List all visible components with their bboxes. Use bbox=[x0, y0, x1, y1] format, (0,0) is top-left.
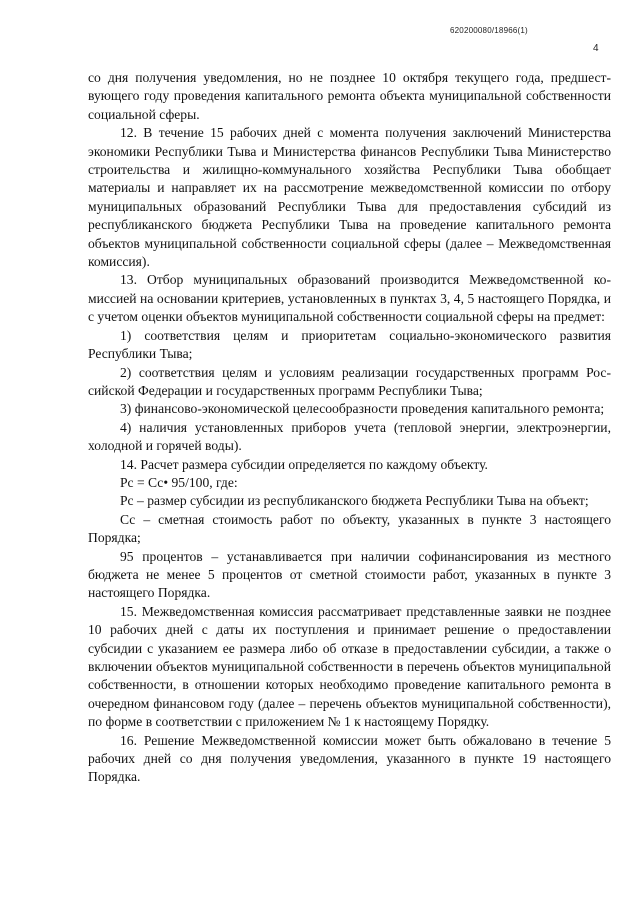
paragraph-12: 12. В течение 15 рабочих дней с момента получения заключений Министерства экономики Республики Тыва и Министерства финансов Республики Тыва Министерство строительства и жилищно-коммунального хозяйства Республики Тыва обобщает материалы и направляет их на рассмотрение межведомственной комиссии по отбору муниципальных образований Республики Тыва для предоставления субсидий из республиканского бюджета Республики Тыва на проведение капитального ремонта объектов муниципальной собственности социальной сферы (далее – Межведомственная комиссия). bbox=[88, 125, 611, 270]
list-item-4: 4) наличия установленных приборов учета (тепловой энергии, электроэнергии, холодной и горячей воды). bbox=[88, 419, 611, 454]
subsidy-formula: Рс = Сс• 95/100, где: bbox=[120, 474, 238, 490]
paragraph-13: 13. Отбор муниципальных образований производится Межведомственной комиссией на основании критериев, установленных в пунктах 3, 4, 5 настоящего Порядка, и с учетом оценки объектов муниципальной собственности социальной сферы на предмет: bbox=[88, 272, 611, 325]
document-id: 620200080/18966(1) bbox=[450, 26, 528, 35]
page-number: 4 bbox=[593, 43, 599, 54]
list-item-2: 2) соответствия целям и условиям реализации государственных программ Российской Федерации и государственных программ Республики Тыва; bbox=[88, 364, 611, 398]
document-body bbox=[88, 69, 611, 787]
formula-definition-95: 95 процентов – устанавливается при наличии софинансирования из местного бюджета не менее 5 процентов от сметной стоимости работ, указанных в пункте 3 настоящего Порядка. bbox=[88, 548, 611, 601]
paragraph-14: 14. Расчет размера субсидии определяется по каждому объекту. bbox=[120, 456, 488, 472]
paragraph-16: 16. Решение Межведомственной комиссии может быть обжаловано в течение 5 рабочих дней со дня получения уведомления, указанного в пункте 19 настоящего Порядка. bbox=[88, 732, 611, 785]
list-item-1: 1) соответствия целям и приоритетам социально-экономического развития Республики Тыва; bbox=[88, 327, 611, 362]
paragraph-15: 15. Межведомственная комиссия рассматривает представленные заявки не позднее 10 рабочих дней с даты их поступления и принимает решение о предоставлении субсидии с указанием ее размера либо об отказе в предоставлении субсидии, а также о включении объектов муниципальной собственности в перечень объектов муниципальной собственности, в отношении которых необходимо проведение капитального ремонта в очередном финансовом году (далее – перечень объектов муниципальной собственности), по форме в соответствии с приложением № 1 к настоящему Порядку. bbox=[88, 603, 611, 730]
formula-definition-cc: Сс – сметная стоимость работ по объекту, указанных в пункте 3 настоящего Порядка; bbox=[88, 511, 611, 546]
paragraph-continuation: со дня получения уведомления, но не позднее 10 октября текущего года, предшествующего году проведения капитального ремонта объекта муниципальной собственности социальной сферы. bbox=[88, 70, 611, 122]
list-item-3: 3) финансово-экономической целесообразности проведения капитального ремонта; bbox=[120, 401, 605, 417]
formula-definition-pc: Рс – размер субсидии из республиканского бюджета Республики Тыва на объект; bbox=[120, 493, 589, 509]
